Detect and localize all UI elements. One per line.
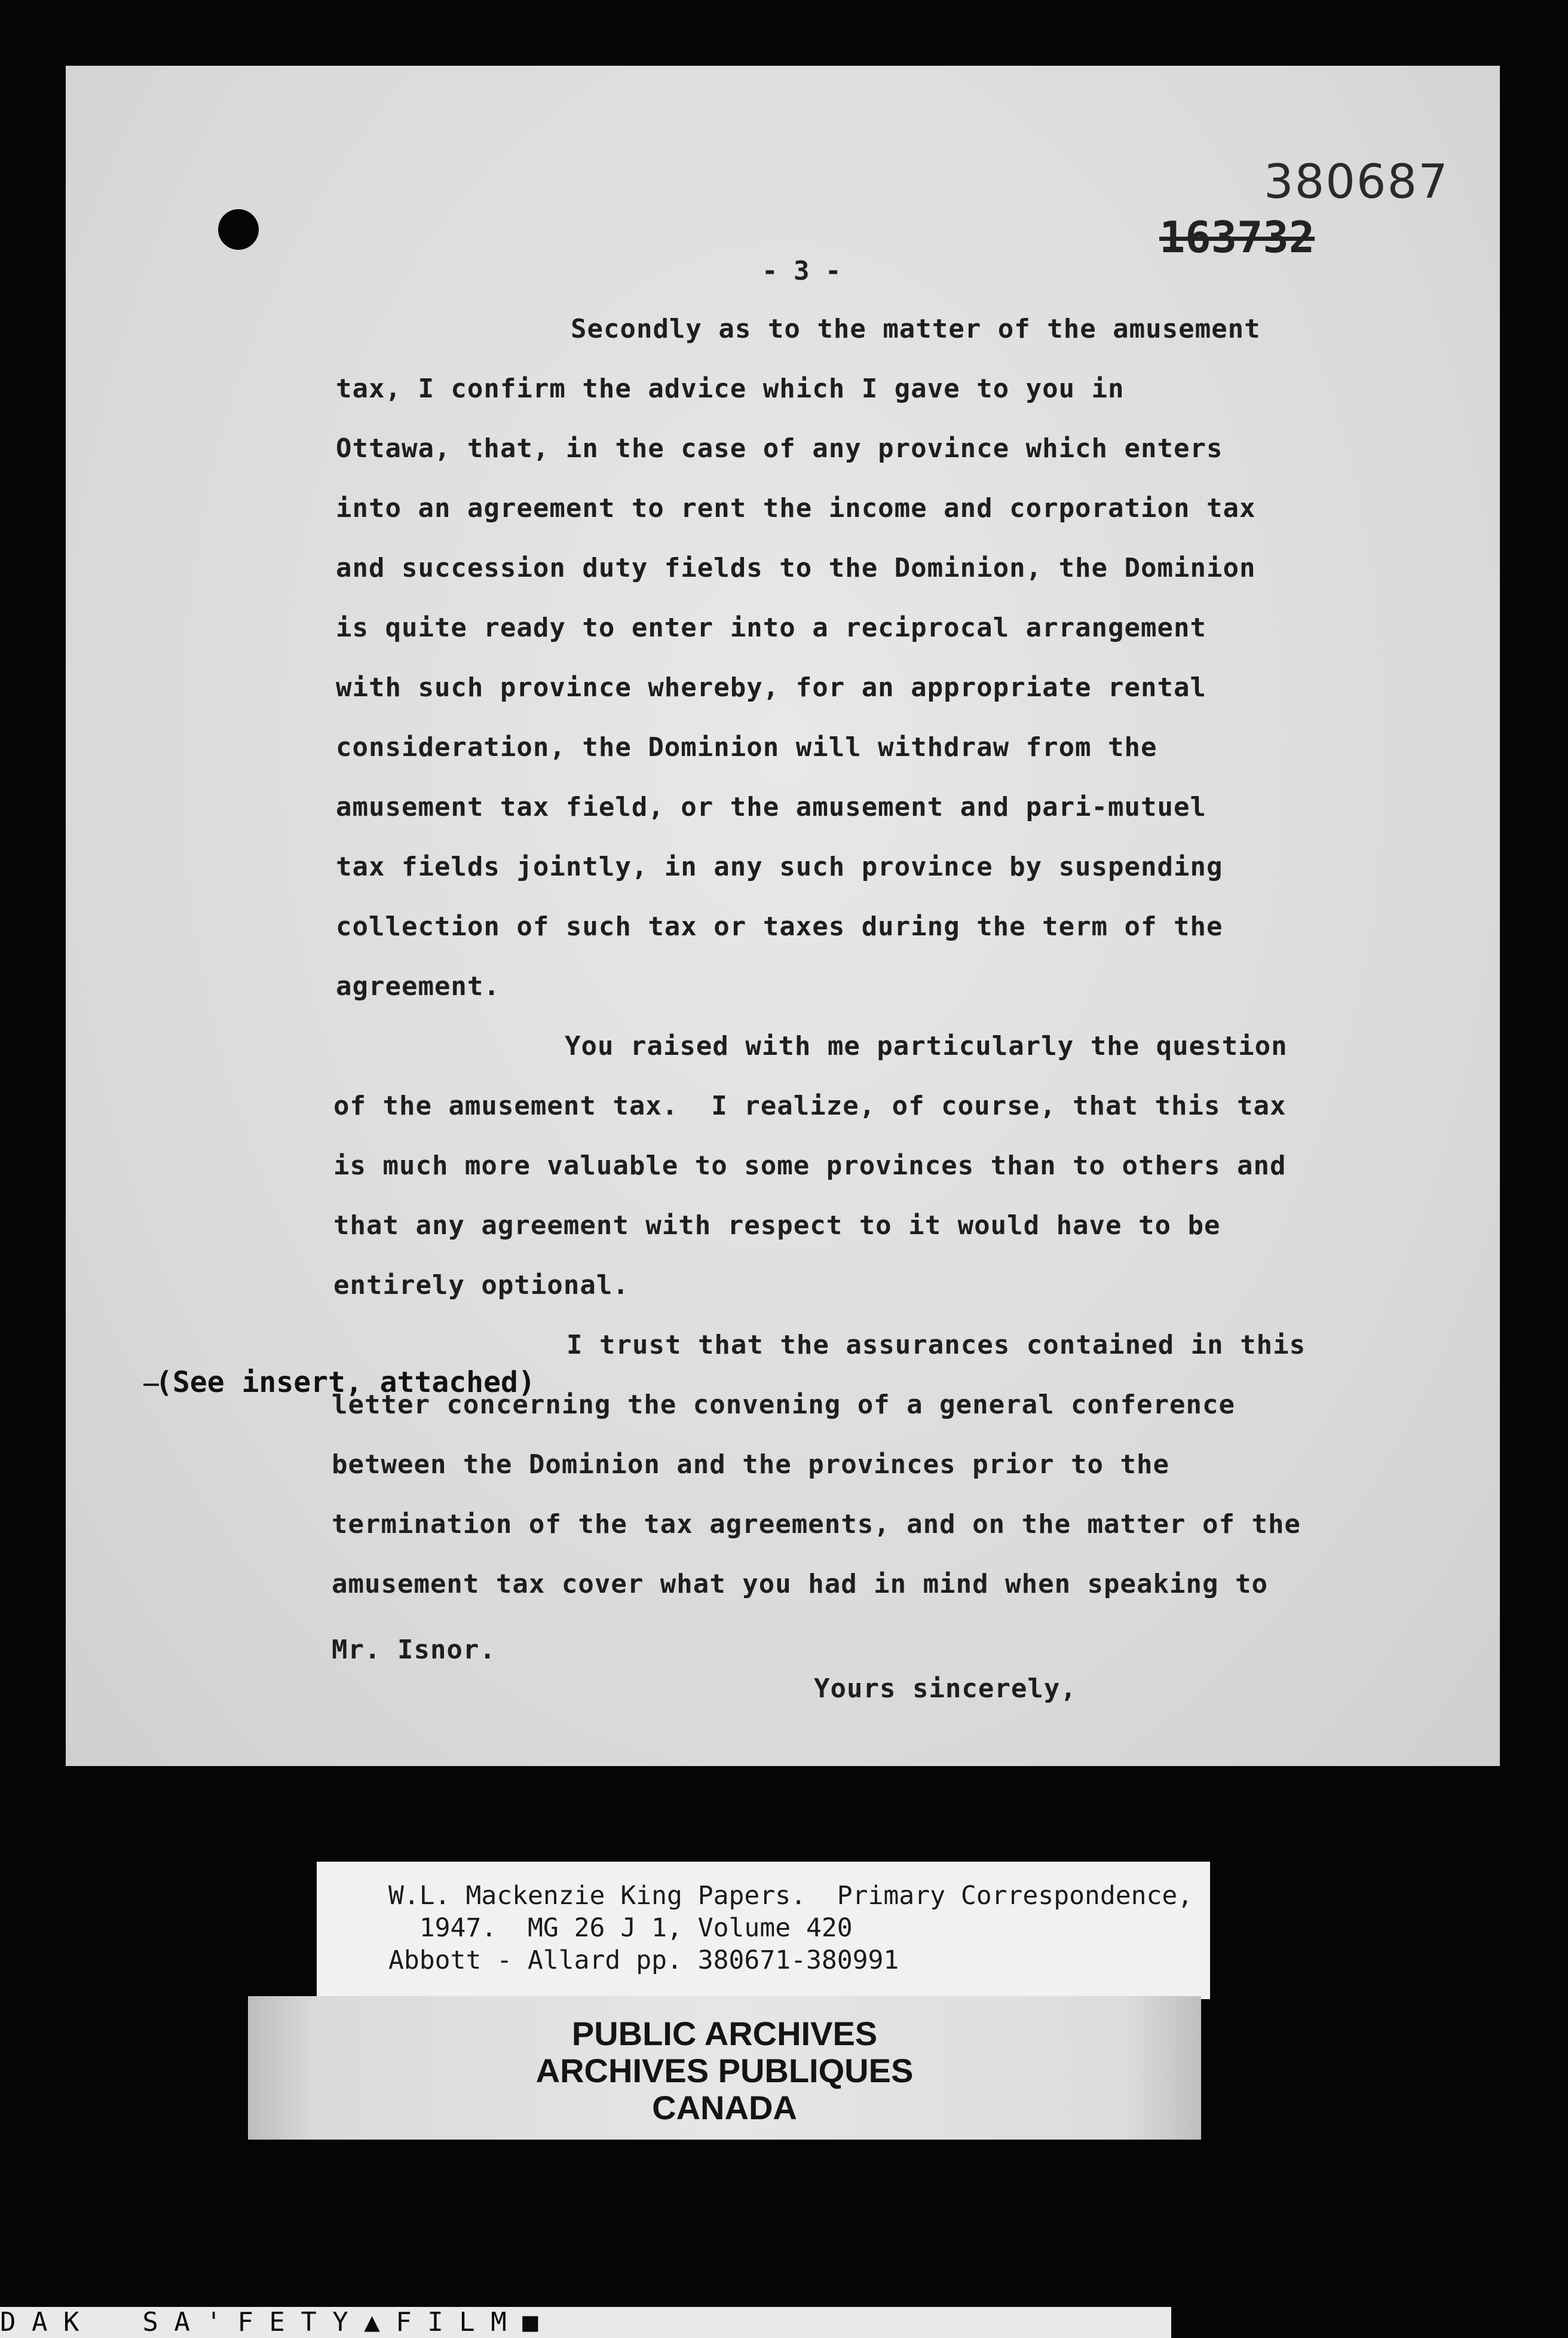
stamp-number: 380687	[1264, 155, 1449, 209]
body-line: Ottawa, that, in the case of any province which enters	[336, 433, 1223, 464]
body-line: letter concerning the convening of a general conference	[332, 1390, 1235, 1420]
body-line: that any agreement with respect to it would have to be	[333, 1210, 1221, 1241]
body-line: entirely optional.	[333, 1270, 629, 1300]
body-line: Secondly as to the matter of the amusement	[571, 314, 1261, 344]
letter-page	[66, 66, 1500, 1766]
closing-salutation: Yours sincerely,	[814, 1673, 1077, 1704]
label-line: Abbott - Allard pp. 380671-380991	[388, 1945, 899, 1975]
body-line: consideration, the Dominion will withdraw from the	[336, 732, 1157, 763]
archive-name-fr: ARCHIVES PUBLIQUES	[535, 2052, 914, 2089]
label-line: W.L. Mackenzie King Papers. Primary Correspondence,	[388, 1881, 1193, 1911]
insert-note: (See insert, attached)	[155, 1366, 535, 1399]
body-line: amusement tax field, or the amusement and pari-mutuel	[336, 792, 1206, 822]
punch-hole	[218, 209, 259, 250]
page-number: - 3 -	[762, 256, 841, 286]
body-line: I trust that the assurances contained in this	[566, 1330, 1306, 1360]
body-line: Mr. Isnor.	[332, 1635, 496, 1665]
film-edge-marking: D A K S A ' F E T Y ▲ F I L M ■	[0, 2307, 1171, 2338]
body-line: tax, I confirm the advice which I gave to you in	[336, 374, 1125, 404]
label-line: 1947. MG 26 J 1, Volume 420	[388, 1913, 853, 1943]
archive-stamp-label	[248, 1996, 1201, 2140]
body-line: termination of the tax agreements, and on the matter of the	[332, 1509, 1301, 1540]
body-line: amusement tax cover what you had in mind when speaking to	[332, 1569, 1268, 1599]
body-line: and succession duty fields to the Dominion, the Dominion	[336, 553, 1256, 583]
body-line: is quite ready to enter into a reciprocal arrangement	[336, 613, 1206, 643]
body-line: into an agreement to rent the income and corporation tax	[336, 493, 1256, 524]
old-number-crossed: 163732	[1159, 212, 1315, 262]
archive-country: CANADA	[652, 2089, 797, 2126]
body-line: tax fields jointly, in any such province by suspending	[336, 852, 1223, 882]
body-line: between the Dominion and the provinces prior to the	[332, 1449, 1170, 1480]
archive-reference-label	[317, 1862, 1210, 1999]
body-line: with such province whereby, for an appropriate rental	[336, 672, 1206, 703]
body-line: agreement.	[336, 971, 500, 1002]
body-line: of the amusement tax. I realize, of course, that this tax	[333, 1091, 1287, 1121]
body-line: is much more valuable to some provinces than to others and	[333, 1150, 1287, 1181]
body-line: collection of such tax or taxes during the term of the	[336, 911, 1223, 942]
body-line: You raised with me particularly the question	[565, 1031, 1288, 1061]
archive-name-en: PUBLIC ARCHIVES	[571, 2015, 878, 2052]
